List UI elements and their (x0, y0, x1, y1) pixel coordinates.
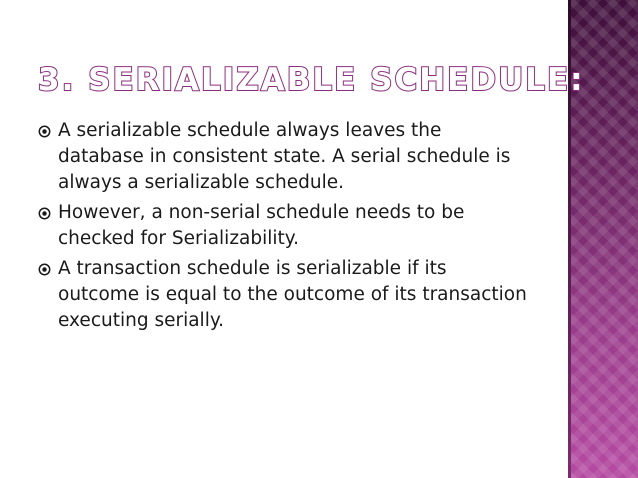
bullet-item-1 (38, 118, 528, 196)
circled-dot-icon (38, 207, 51, 220)
bullet-text: A serializable schedule always leaves the database in consistent state. A serial schedule is always a serializable schedule. (58, 120, 511, 193)
bullet-text: A transaction schedule is serializable if its outcome is equal to the outcome of its transaction executing serially. (58, 258, 527, 331)
circled-dot-icon (38, 263, 51, 276)
bullet-text: However, a non-serial schedule needs to be checked for Serializability. (58, 202, 465, 249)
circled-dot-icon (38, 125, 51, 138)
slide-title: 3. SERIALIZABLE SCHEDULE: (38, 62, 585, 98)
bullet-item-3 (38, 256, 528, 334)
bullet-item-2 (38, 200, 528, 252)
bullet-list (38, 118, 528, 338)
